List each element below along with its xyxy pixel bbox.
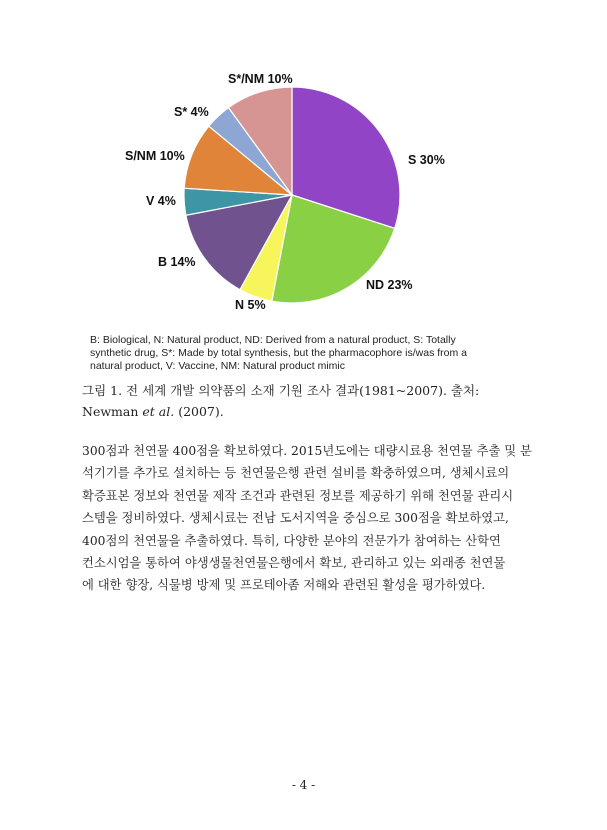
pie-slice-label: S/NM 10% [125, 149, 185, 163]
body-line: 400점의 천연물을 추출하였다. 특히, 다양한 분야의 전문가가 참여하는 산학연 [82, 533, 501, 548]
body-line: 확증표본 정보와 천연물 제작 조건과 관련된 정보를 제공하기 위해 천연물 관리시 [82, 488, 514, 503]
page-number: - 4 - [291, 778, 316, 792]
body-line: 300점과 천연물 400점을 확보하였다. 2015년도에는 대량시료용 천연물 추출 및 분 [82, 444, 532, 458]
body-line: 에 대한 향장, 식물병 방제 및 프로테아좀 저해와 관련된 활성을 평가하였다. [82, 578, 486, 593]
chart-legend [90, 334, 520, 373]
pie-chart [0, 0, 607, 330]
body-paragraph [82, 440, 532, 597]
pie-slice-label: S 30% [408, 153, 445, 167]
caption-year: (2007). [178, 404, 224, 419]
pie-slices [184, 87, 400, 303]
caption-line: 그림 1. 전 세계 개발 의약품의 소재 기원 조사 결과(1981~2007). 출처: [82, 383, 480, 398]
legend-line: B: Biological, N: Natural product, ND: Derived from a natural product, S: Totally [90, 334, 456, 346]
body-line: 석기기를 추가로 설치하는 등 천연물은행 관련 설비를 확충하였으며, 생체시료의 [82, 466, 510, 481]
caption-etal: et al. [142, 404, 175, 419]
legend-line: natural product, V: Vaccine, NM: Natural product mimic [90, 360, 346, 372]
pie-slice-label: S* 4% [174, 105, 209, 119]
body-line: 컨소시엄을 통하여 야생생물천연물은행에서 확보, 관리하고 있는 외래종 천연물 [82, 556, 506, 571]
pie-slice-label: V 4% [146, 194, 176, 208]
pie-slice-label: ND 23% [366, 278, 413, 292]
pie-slice-label: S*/NM 10% [228, 72, 293, 86]
figure-caption [82, 380, 527, 422]
pie-slice-label: N 5% [235, 298, 266, 312]
caption-author: Newman [82, 404, 139, 419]
body-line: 스템을 정비하였다. 생체시료는 전남 도서지역을 중심으로 300점을 확보하였고, [82, 511, 509, 526]
pie-slice-label: B 14% [158, 255, 196, 269]
legend-line: synthetic drug, S*: Made by total synthesis, but the pharmacophore is/was from a [90, 347, 468, 359]
